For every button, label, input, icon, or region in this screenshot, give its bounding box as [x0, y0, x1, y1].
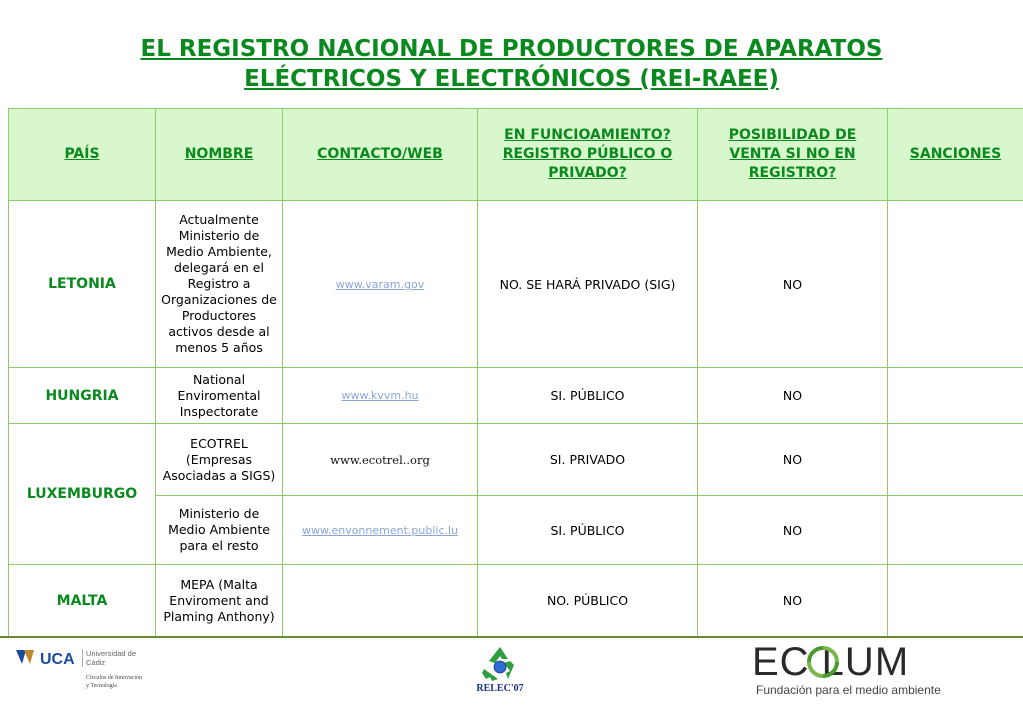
- table-header-row: [9, 109, 1023, 201]
- country-cell: HUNGRIA: [9, 368, 156, 424]
- header-pais: PAÍS: [9, 109, 156, 201]
- header-sanciones: SANCIONES: [888, 109, 1023, 201]
- uca-logo: [14, 646, 144, 696]
- sale-cell: NO: [698, 496, 888, 565]
- registry-cell: SI. PRIVADO: [478, 424, 698, 496]
- table-row-luxemburgo-1: [9, 424, 1023, 496]
- registry-cell: SI. PÚBLICO: [478, 496, 698, 565]
- sanctions-cell: [888, 496, 1023, 565]
- country-cell: MALTA: [9, 565, 156, 637]
- header-funcionamiento: EN FUNCIOAMIENTO? REGISTRO PÚBLICO O PRIVADO?: [478, 109, 698, 201]
- web-cell: [283, 565, 478, 637]
- ecolum-wordmark: EC LUM: [752, 640, 910, 684]
- name-cell: Actualmente Ministerio de Medio Ambiente, delegará en el Registro a Organizaciones de Productores activos desde al menos 5 años: [156, 201, 283, 368]
- sale-cell: NO: [698, 368, 888, 424]
- footer-divider: [0, 636, 1023, 638]
- name-cell: ECOTREL (Empresas Asociadas a SIGS): [156, 424, 283, 496]
- title-line-2: ELÉCTRICOS Y ELECTRÓNICOS (REI-RAEE): [244, 66, 779, 92]
- table-row-luxemburgo-2: [9, 496, 1023, 565]
- registry-cell: SI. PÚBLICO: [478, 368, 698, 424]
- sale-cell: NO: [698, 201, 888, 368]
- relec-label: RELEC'07: [476, 683, 524, 694]
- sanctions-cell: [888, 424, 1023, 496]
- recycle-icon: [478, 643, 522, 683]
- registry-cell: NO. PÚBLICO: [478, 565, 698, 637]
- sale-cell: NO: [698, 565, 888, 637]
- sanctions-cell: [888, 565, 1023, 637]
- ecolum-logo: [752, 640, 982, 700]
- ecolum-tagline: Fundación para el medio ambiente: [756, 683, 941, 697]
- country-cell: LUXEMBURGO: [9, 424, 156, 565]
- sale-cell: NO: [698, 424, 888, 496]
- header-posibilidad: POSIBILIDAD DE VENTA SI NO EN REGISTRO?: [698, 109, 888, 201]
- page-title: [0, 34, 1023, 94]
- ecolum-recycle-ring-icon: [806, 645, 840, 679]
- web-link[interactable]: www.envonnement.public.lu: [283, 496, 478, 565]
- web-link[interactable]: www.kvvm.hu: [283, 368, 478, 424]
- name-cell: National Enviromental Inspectorate: [156, 368, 283, 424]
- title-line-1: EL REGISTRO NACIONAL DE PRODUCTORES DE APARATOS: [140, 36, 883, 62]
- registry-table: [8, 108, 1023, 637]
- name-cell: MEPA (Malta Enviroment and Plaming Anthony): [156, 565, 283, 637]
- uca-university-name: Universidad de Cádiz: [82, 649, 146, 667]
- uca-emblem-icon: [14, 646, 40, 668]
- sanctions-cell: [888, 201, 1023, 368]
- table-row-hungria: [9, 368, 1023, 424]
- uca-subtitle: Círculos de Innovación y Tecnología: [86, 675, 142, 689]
- relec-logo: [468, 643, 532, 699]
- table-row-malta: [9, 565, 1023, 637]
- sanctions-cell: [888, 368, 1023, 424]
- table-row-letonia: [9, 201, 1023, 368]
- registry-cell: NO. SE HARÁ PRIVADO (SIG): [478, 201, 698, 368]
- uca-letters: UCA: [40, 651, 75, 668]
- header-nombre: NOMBRE: [156, 109, 283, 201]
- web-link[interactable]: www.varam.gov: [283, 201, 478, 368]
- country-cell: LETONIA: [9, 201, 156, 368]
- header-contacto: CONTACTO/WEB: [283, 109, 478, 201]
- web-text: www.ecotrel..org: [283, 424, 478, 496]
- name-cell: Ministerio de Medio Ambiente para el resto: [156, 496, 283, 565]
